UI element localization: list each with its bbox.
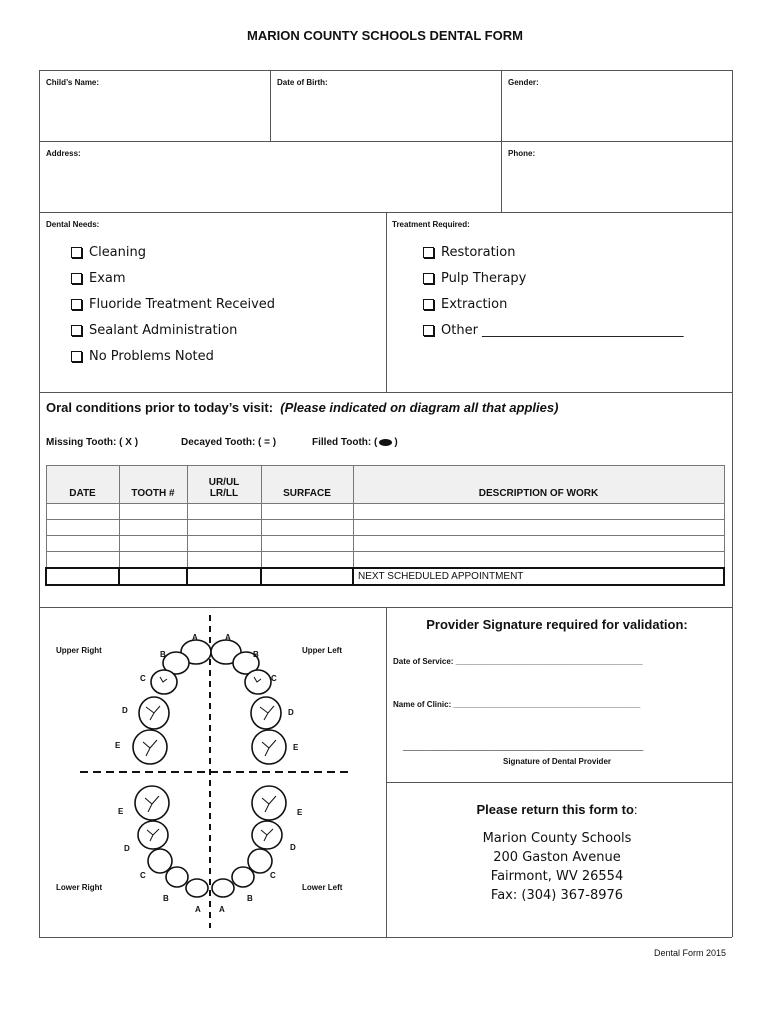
col-quadrant — [187, 466, 261, 504]
return-heading-colon: : — [633, 802, 638, 817]
col-quadrant-line1: UR/UL — [208, 477, 240, 488]
legend-missing: Missing Tooth: ( X ) — [46, 437, 139, 448]
checkbox-icon — [423, 325, 434, 336]
checkbox-label: Pulp Therapy — [441, 271, 527, 286]
oral-note: (Please indicated on diagram all that applies) — [280, 400, 559, 415]
return-heading-text: Please return this form to — [476, 802, 634, 817]
tooth-letter-b: B — [160, 650, 166, 659]
checkbox-label: Other _______________________________ — [441, 323, 684, 338]
table-row[interactable] — [46, 520, 724, 536]
oral-heading-text: Oral conditions prior to today’s visit: — [46, 400, 274, 415]
phone-field[interactable]: Phone: — [508, 149, 536, 158]
divider — [39, 392, 732, 393]
tooth-letter-b: B — [163, 894, 169, 903]
tooth-letter-a: A — [195, 905, 201, 914]
next-appointment-label: NEXT SCHEDULED APPOINTMENT — [353, 568, 724, 585]
return-address-line: 200 Gaston Avenue — [493, 850, 621, 865]
table-header-row — [46, 466, 724, 504]
checkbox-label: Extraction — [441, 297, 508, 312]
table-row[interactable] — [46, 552, 724, 569]
divider — [39, 141, 732, 142]
signature-line[interactable]: ______________________________________________________ — [403, 742, 644, 751]
checkbox-no-problems[interactable] — [71, 349, 214, 364]
date-of-birth-field[interactable]: Date of Birth: — [277, 78, 328, 87]
checkbox-cleaning[interactable] — [71, 245, 146, 260]
checkbox-sealant[interactable] — [71, 323, 237, 338]
tooth-letter-b: B — [247, 894, 253, 903]
tooth-letter-d: D — [290, 843, 296, 852]
frame-right — [732, 70, 733, 937]
tooth-upper-left-d — [251, 697, 281, 729]
tooth-upper-right-c — [151, 670, 177, 694]
tooth-letter-c: C — [271, 674, 277, 683]
legend-decayed: Decayed Tooth: ( = ) — [181, 437, 277, 448]
tooth-letter-c: C — [140, 674, 146, 683]
checkbox-icon — [71, 325, 82, 336]
tooth-lower-left-c — [248, 849, 272, 873]
tooth-letter-d: D — [124, 844, 130, 853]
tooth-letter-a: A — [225, 633, 231, 642]
table-row[interactable] — [46, 536, 724, 552]
signature-label: Signature of Dental Provider — [502, 757, 612, 766]
checkbox-label: Cleaning — [89, 245, 146, 260]
checkbox-label: Exam — [89, 271, 126, 286]
legend-filled — [312, 437, 398, 448]
legend-filled-text: Filled Tooth: ( — [312, 437, 378, 448]
table-row[interactable] — [46, 504, 724, 520]
date-of-service-field[interactable]: Date of Service: __________________________________________ — [393, 657, 643, 666]
checkbox-label: No Problems Noted — [89, 349, 214, 364]
checkbox-restoration[interactable] — [423, 245, 515, 260]
lower-right-label: Lower Right — [56, 883, 103, 892]
frame-bottom — [39, 937, 732, 938]
filled-oval-icon — [379, 439, 392, 446]
tooth-lower-right-c — [148, 849, 172, 873]
tooth-lower-right-a — [186, 879, 208, 897]
tooth-letter-a: A — [219, 905, 225, 914]
dental-needs-label: Dental Needs: — [46, 220, 100, 229]
form-footer: Dental Form 2015 — [653, 948, 726, 958]
return-heading — [387, 802, 727, 817]
child-name-field[interactable]: Child’s Name: — [46, 78, 100, 87]
legend-filled-close: ) — [394, 437, 398, 448]
upper-right-label: Upper Right — [56, 646, 102, 655]
checkbox-exam[interactable] — [71, 271, 126, 286]
tooth-letter-e: E — [297, 808, 303, 817]
checkbox-icon — [71, 351, 82, 362]
tooth-letter-e: E — [118, 807, 124, 816]
tooth-letter-c: C — [140, 871, 146, 880]
tooth-lower-left-e — [252, 786, 286, 820]
divider — [386, 782, 732, 783]
checkbox-icon — [423, 299, 434, 310]
checkbox-label: Fluoride Treatment Received — [89, 297, 276, 312]
address-field[interactable]: Address: — [46, 149, 81, 158]
tooth-lower-left-a — [212, 879, 234, 897]
tooth-lower-right-e — [135, 786, 169, 820]
checkbox-icon — [71, 247, 82, 258]
col-date: DATE — [46, 466, 119, 504]
divider — [501, 70, 502, 212]
tooth-letter-c: C — [270, 871, 276, 880]
checkbox-icon — [71, 299, 82, 310]
tooth-upper-right-e — [133, 730, 167, 764]
return-address-line: Marion County Schools — [482, 831, 632, 846]
col-tooth: TOOTH # — [119, 466, 187, 504]
tooth-upper-left-e — [252, 730, 286, 764]
tooth-lower-right-b — [166, 867, 188, 887]
checkbox-label: Restoration — [441, 245, 516, 260]
work-table — [45, 465, 725, 586]
tooth-lower-left-b — [232, 867, 254, 887]
tooth-letter-b: B — [253, 650, 259, 659]
checkbox-other[interactable] — [423, 323, 684, 338]
col-surface: SURFACE — [261, 466, 353, 504]
divider — [270, 70, 271, 141]
upper-left-label: Upper Left — [302, 646, 342, 655]
tooth-letter-d: D — [122, 706, 128, 715]
gender-field[interactable]: Gender: — [508, 78, 539, 87]
return-fax-line: Fax: (304) 367-8976 — [490, 888, 624, 903]
tooth-letter-e: E — [115, 741, 121, 750]
checkbox-pulp-therapy[interactable] — [423, 271, 526, 286]
oral-conditions-heading — [46, 400, 558, 415]
form-title: MARION COUNTY SCHOOLS DENTAL FORM — [247, 28, 523, 43]
next-appointment-row[interactable] — [46, 568, 724, 585]
checkbox-label: Sealant Administration — [89, 323, 238, 338]
return-address-line: Fairmont, WV 26554 — [490, 869, 624, 884]
checkbox-fluoride[interactable] — [71, 297, 275, 312]
checkbox-icon — [423, 273, 434, 284]
tooth-letter-e: E — [293, 743, 299, 752]
treatment-required-label: Treatment Required: — [392, 220, 470, 229]
checkbox-extraction[interactable] — [423, 297, 507, 312]
checkbox-icon — [71, 273, 82, 284]
tooth-upper-left-c — [245, 670, 271, 694]
checkbox-icon — [423, 247, 434, 258]
name-of-clinic-field[interactable]: Name of Clinic: __________________________________________ — [393, 700, 641, 709]
col-description: DESCRIPTION OF WORK — [353, 466, 724, 504]
tooth-letter-a: A — [192, 633, 198, 642]
lower-left-label: Lower Left — [302, 883, 343, 892]
signature-heading: Provider Signature required for validation: — [426, 617, 688, 632]
tooth-letter-d: D — [288, 708, 294, 717]
divider — [386, 212, 387, 392]
frame-top — [39, 70, 732, 71]
col-quadrant-line2: LR/LL — [209, 488, 239, 499]
